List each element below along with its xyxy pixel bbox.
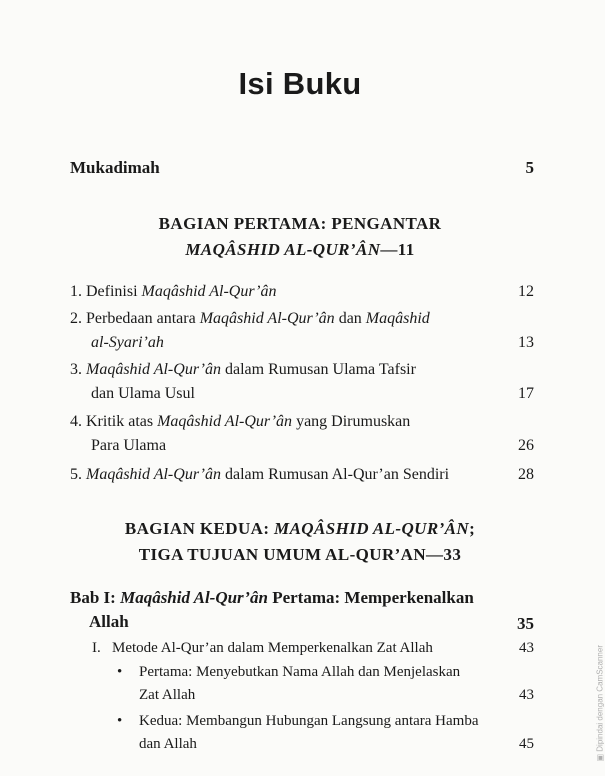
chapter-heading: Bab I: Maqâshid Al-Qur’ân Pertama: Memperkenalkan [70, 588, 474, 607]
bullet-icon: • [117, 664, 123, 680]
toc-item-page: 13 [518, 334, 534, 351]
toc-subitem: I. Metode Al-Qur’an dalam Memperkenalkan Zat Allah [92, 640, 433, 656]
toc-mukadimah-page: 5 [525, 158, 534, 177]
bullet-icon: • [117, 713, 123, 729]
toc-bullet-page: 43 [519, 687, 534, 703]
toc-subitem-page: 43 [519, 640, 534, 656]
toc-item-line2: dan Ulama Usul [91, 385, 195, 402]
scanner-watermark: ▣ Dipindai dengan CamScanner [596, 645, 605, 762]
toc-item-line2: Para Ulama [91, 437, 167, 454]
part1-heading: BAGIAN PERTAMA: PENGANTAR [158, 214, 442, 233]
chapter-page: 35 [517, 614, 534, 633]
toc-bullet-item: Kedua: Membangun Hubungan Langsung antara Hamba [139, 713, 479, 729]
chapter-heading-line2: Allah [89, 612, 129, 631]
toc-bullet-item-line2: dan Allah [139, 736, 197, 752]
toc-item-page: 26 [518, 437, 534, 454]
toc-item-page: 12 [518, 283, 534, 300]
toc-bullet-item: Pertama: Menyebutkan Nama Allah dan Menjelaskan [139, 664, 461, 680]
toc-item: 5. Maqâshid Al-Qur’ân dalam Rumusan Al-Qur’an Sendiri [70, 466, 450, 483]
toc-item-line2: al-Syari’ah [91, 334, 164, 351]
toc-item-page: 28 [518, 466, 534, 483]
toc-bullet-page: 45 [519, 736, 534, 752]
toc-item-page: 17 [518, 385, 534, 402]
toc-bullet-item-line2: Zat Allah [139, 687, 196, 703]
toc-item: 1. Definisi Maqâshid Al-Qur’ân [70, 283, 277, 300]
toc-item: 4. Kritik atas Maqâshid Al-Qur’ân yang Dirumuskan [70, 413, 411, 430]
part2-subheading: TIGA TUJUAN UMUM AL-QUR’AN—33 [138, 545, 462, 564]
toc-mukadimah-label: Mukadimah [70, 158, 160, 177]
toc-item: 3. Maqâshid Al-Qur’ân dalam Rumusan Ulama Tafsir [70, 361, 416, 378]
page-title: Isi Buku [238, 66, 362, 101]
toc-item: 2. Perbedaan antara Maqâshid Al-Qur’ân dan Maqâshid [70, 310, 430, 327]
part1-subheading: MAQÂSHID AL-QUR’ÂN—11 [185, 240, 415, 259]
part2-heading: BAGIAN KEDUA: MAQÂSHID AL-QUR’ÂN; [124, 519, 476, 538]
